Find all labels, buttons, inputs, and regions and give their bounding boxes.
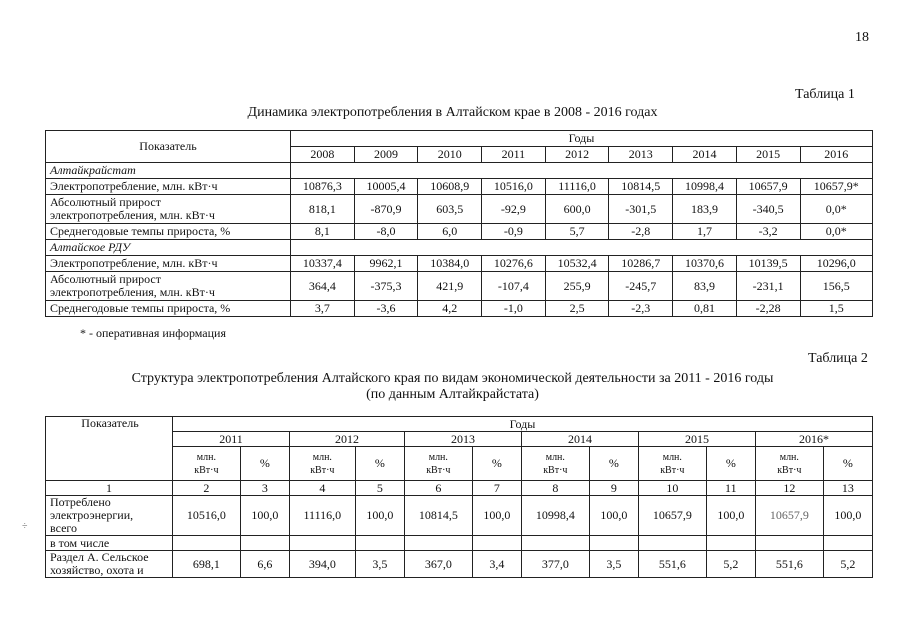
cell: -2,8 bbox=[609, 224, 673, 240]
pct-cell: % bbox=[706, 447, 755, 481]
cell: 10139,5 bbox=[736, 256, 800, 272]
page-number: 18 bbox=[855, 30, 869, 45]
row-label: Среднегодовые темпы прироста, % bbox=[46, 224, 291, 240]
table-row bbox=[46, 272, 873, 301]
year-cell: 2014 bbox=[673, 147, 737, 163]
cell: -92,9 bbox=[482, 195, 546, 224]
pct-cell: % bbox=[240, 447, 289, 481]
row-label: Раздел А. Сельское хозяйство, охота и bbox=[46, 551, 173, 578]
cell: 3,5 bbox=[355, 551, 404, 578]
cell: -1,0 bbox=[482, 301, 546, 317]
table2-header-indicator: Показатель bbox=[46, 417, 173, 481]
year-cell: 2015 bbox=[736, 147, 800, 163]
cell: 6,6 bbox=[240, 551, 289, 578]
cell: 698,1 bbox=[173, 551, 241, 578]
cell: 8,1 bbox=[291, 224, 355, 240]
cell: 364,4 bbox=[291, 272, 355, 301]
unit-cell: млн. кВт·ч bbox=[755, 447, 823, 481]
colnum-cell: 2 bbox=[173, 481, 241, 496]
year-cell: 2015 bbox=[638, 432, 755, 447]
unit-cell: млн. кВт·ч bbox=[404, 447, 472, 481]
cell: 100,0 bbox=[706, 496, 755, 536]
year-cell: 2008 bbox=[291, 147, 355, 163]
table2 bbox=[45, 416, 873, 578]
cell: -3,6 bbox=[354, 301, 418, 317]
cell: -8,0 bbox=[354, 224, 418, 240]
cell: -870,9 bbox=[354, 195, 418, 224]
row-label: Среднегодовые темпы прироста, % bbox=[46, 301, 291, 317]
table-row bbox=[46, 224, 873, 240]
cell: 10516,0 bbox=[173, 496, 241, 536]
cell: 10384,0 bbox=[418, 256, 482, 272]
cell: 255,9 bbox=[545, 272, 609, 301]
year-cell: 2011 bbox=[173, 432, 290, 447]
cell: 421,9 bbox=[418, 272, 482, 301]
pct-cell: % bbox=[355, 447, 404, 481]
table2-title bbox=[0, 371, 905, 403]
row-label: Абсолютный прирост электропотребления, млн. кВт·ч bbox=[46, 195, 291, 224]
cell: 10296,0 bbox=[800, 256, 873, 272]
colnum-cell: 5 bbox=[355, 481, 404, 496]
cell: 3,5 bbox=[589, 551, 638, 578]
margin-mark: ÷ bbox=[22, 521, 28, 532]
cell: 5,7 bbox=[545, 224, 609, 240]
cell: 10532,4 bbox=[545, 256, 609, 272]
cell: 183,9 bbox=[673, 195, 737, 224]
cell: -375,3 bbox=[354, 272, 418, 301]
pct-cell: % bbox=[472, 447, 521, 481]
cell: 0,81 bbox=[673, 301, 737, 317]
cell: 3,4 bbox=[472, 551, 521, 578]
cell: 11116,0 bbox=[290, 496, 356, 536]
cell: 551,6 bbox=[638, 551, 706, 578]
cell: -3,2 bbox=[736, 224, 800, 240]
cell: -107,4 bbox=[482, 272, 546, 301]
row-label: Электропотребление, млн. кВт·ч bbox=[46, 179, 291, 195]
row-label: Потреблено электроэнергии, всего bbox=[46, 496, 173, 536]
cell: 156,5 bbox=[800, 272, 873, 301]
cell: 0,0* bbox=[800, 195, 873, 224]
unit-cell: млн. кВт·ч bbox=[173, 447, 241, 481]
cell: 10998,4 bbox=[673, 179, 737, 195]
table1-footnote: * - оперативная информация bbox=[80, 326, 226, 340]
unit-cell: млн. кВт·ч bbox=[521, 447, 589, 481]
group-heading-altaikraistat: Алтайкрайстат bbox=[46, 163, 291, 179]
cell: 9962,1 bbox=[354, 256, 418, 272]
unit-cell: млн. кВт·ч bbox=[638, 447, 706, 481]
cell: 1,5 bbox=[800, 301, 873, 317]
cell: -2,3 bbox=[609, 301, 673, 317]
cell: 394,0 bbox=[290, 551, 356, 578]
year-cell: 2013 bbox=[609, 147, 673, 163]
table1-label: Таблица 1 bbox=[795, 87, 855, 102]
cell: 100,0 bbox=[240, 496, 289, 536]
cell: 100,0 bbox=[823, 496, 872, 536]
cell: 5,2 bbox=[823, 551, 872, 578]
cell: 10876,3 bbox=[291, 179, 355, 195]
cell: 100,0 bbox=[355, 496, 404, 536]
cell: 10657,9 bbox=[736, 179, 800, 195]
colnum-cell: 6 bbox=[404, 481, 472, 496]
year-cell: 2010 bbox=[418, 147, 482, 163]
pct-cell: % bbox=[589, 447, 638, 481]
cell: 10814,5 bbox=[404, 496, 472, 536]
table2-title-line: Структура электропотребления Алтайского края по видам экономической деятельности за 2011 - 2016 годы bbox=[131, 371, 774, 386]
cell: 10005,4 bbox=[354, 179, 418, 195]
table-row bbox=[46, 496, 873, 536]
cell: 818,1 bbox=[291, 195, 355, 224]
colnum-cell: 13 bbox=[823, 481, 872, 496]
group-heading-altai-rdu: Алтайское РДУ bbox=[46, 240, 291, 256]
year-cell: 2012 bbox=[290, 432, 405, 447]
colnum-cell: 11 bbox=[706, 481, 755, 496]
year-cell: 2011 bbox=[482, 147, 546, 163]
table1-title: Динамика электропотребления в Алтайском крае в 2008 - 2016 годах bbox=[247, 105, 658, 120]
cell: 10998,4 bbox=[521, 496, 589, 536]
cell: 10814,5 bbox=[609, 179, 673, 195]
cell: 4,2 bbox=[418, 301, 482, 317]
colnum-cell: 4 bbox=[290, 481, 356, 496]
table2-label: Таблица 2 bbox=[808, 351, 868, 366]
cell: 10286,7 bbox=[609, 256, 673, 272]
table1-header-indicator: Показатель bbox=[46, 131, 291, 163]
table-row bbox=[46, 195, 873, 224]
cell: 10657,9 bbox=[638, 496, 706, 536]
table2-colnum-row bbox=[46, 481, 873, 496]
colnum-cell: 8 bbox=[521, 481, 589, 496]
cell: 10337,4 bbox=[291, 256, 355, 272]
cell: -2,28 bbox=[736, 301, 800, 317]
cell: -301,5 bbox=[609, 195, 673, 224]
cell: -340,5 bbox=[736, 195, 800, 224]
colnum-cell: 3 bbox=[240, 481, 289, 496]
cell: 10370,6 bbox=[673, 256, 737, 272]
cell: 603,5 bbox=[418, 195, 482, 224]
table-row bbox=[46, 536, 873, 551]
cell: 0,0* bbox=[800, 224, 873, 240]
colnum-cell: 12 bbox=[755, 481, 823, 496]
cell: 10276,6 bbox=[482, 256, 546, 272]
cell: 10657,9* bbox=[800, 179, 873, 195]
cell: 377,0 bbox=[521, 551, 589, 578]
cell: 600,0 bbox=[545, 195, 609, 224]
row-label: Электропотребление, млн. кВт·ч bbox=[46, 256, 291, 272]
year-cell: 2009 bbox=[354, 147, 418, 163]
year-cell: 2016 bbox=[800, 147, 873, 163]
colnum-cell: 7 bbox=[472, 481, 521, 496]
table-row bbox=[46, 301, 873, 317]
cell: 10516,0 bbox=[482, 179, 546, 195]
table1 bbox=[45, 130, 873, 317]
year-cell: 2013 bbox=[404, 432, 521, 447]
table2-header-years: Годы bbox=[173, 417, 873, 432]
cell: 83,9 bbox=[673, 272, 737, 301]
cell: 100,0 bbox=[472, 496, 521, 536]
cell: 10608,9 bbox=[418, 179, 482, 195]
table-row bbox=[46, 256, 873, 272]
cell: 2,5 bbox=[545, 301, 609, 317]
cell: 6,0 bbox=[418, 224, 482, 240]
cell: 5,2 bbox=[706, 551, 755, 578]
table-row bbox=[46, 179, 873, 195]
colnum-cell: 10 bbox=[638, 481, 706, 496]
cell: 551,6 bbox=[755, 551, 823, 578]
year-cell: 2012 bbox=[545, 147, 609, 163]
cell: -231,1 bbox=[736, 272, 800, 301]
cell: 11116,0 bbox=[545, 179, 609, 195]
colnum-cell: 9 bbox=[589, 481, 638, 496]
table1-header-years: Годы bbox=[291, 131, 873, 147]
cell: 1,7 bbox=[673, 224, 737, 240]
year-cell: 2014 bbox=[521, 432, 638, 447]
table-row bbox=[46, 551, 873, 578]
table2-subtitle: (по данным Алтайкрайстата) bbox=[366, 387, 539, 402]
cell: -245,7 bbox=[609, 272, 673, 301]
cell: 3,7 bbox=[291, 301, 355, 317]
row-label: в том числе bbox=[46, 536, 173, 551]
unit-cell: млн. кВт·ч bbox=[290, 447, 356, 481]
cell: -0,9 bbox=[482, 224, 546, 240]
year-cell: 2016* bbox=[755, 432, 872, 447]
cell: 367,0 bbox=[404, 551, 472, 578]
cell: 10657,9 bbox=[755, 496, 823, 536]
row-label: Абсолютный прирост электропотребления, млн. кВт·ч bbox=[46, 272, 291, 301]
colnum-cell: 1 bbox=[46, 481, 173, 496]
cell: 100,0 bbox=[589, 496, 638, 536]
pct-cell: % bbox=[823, 447, 872, 481]
